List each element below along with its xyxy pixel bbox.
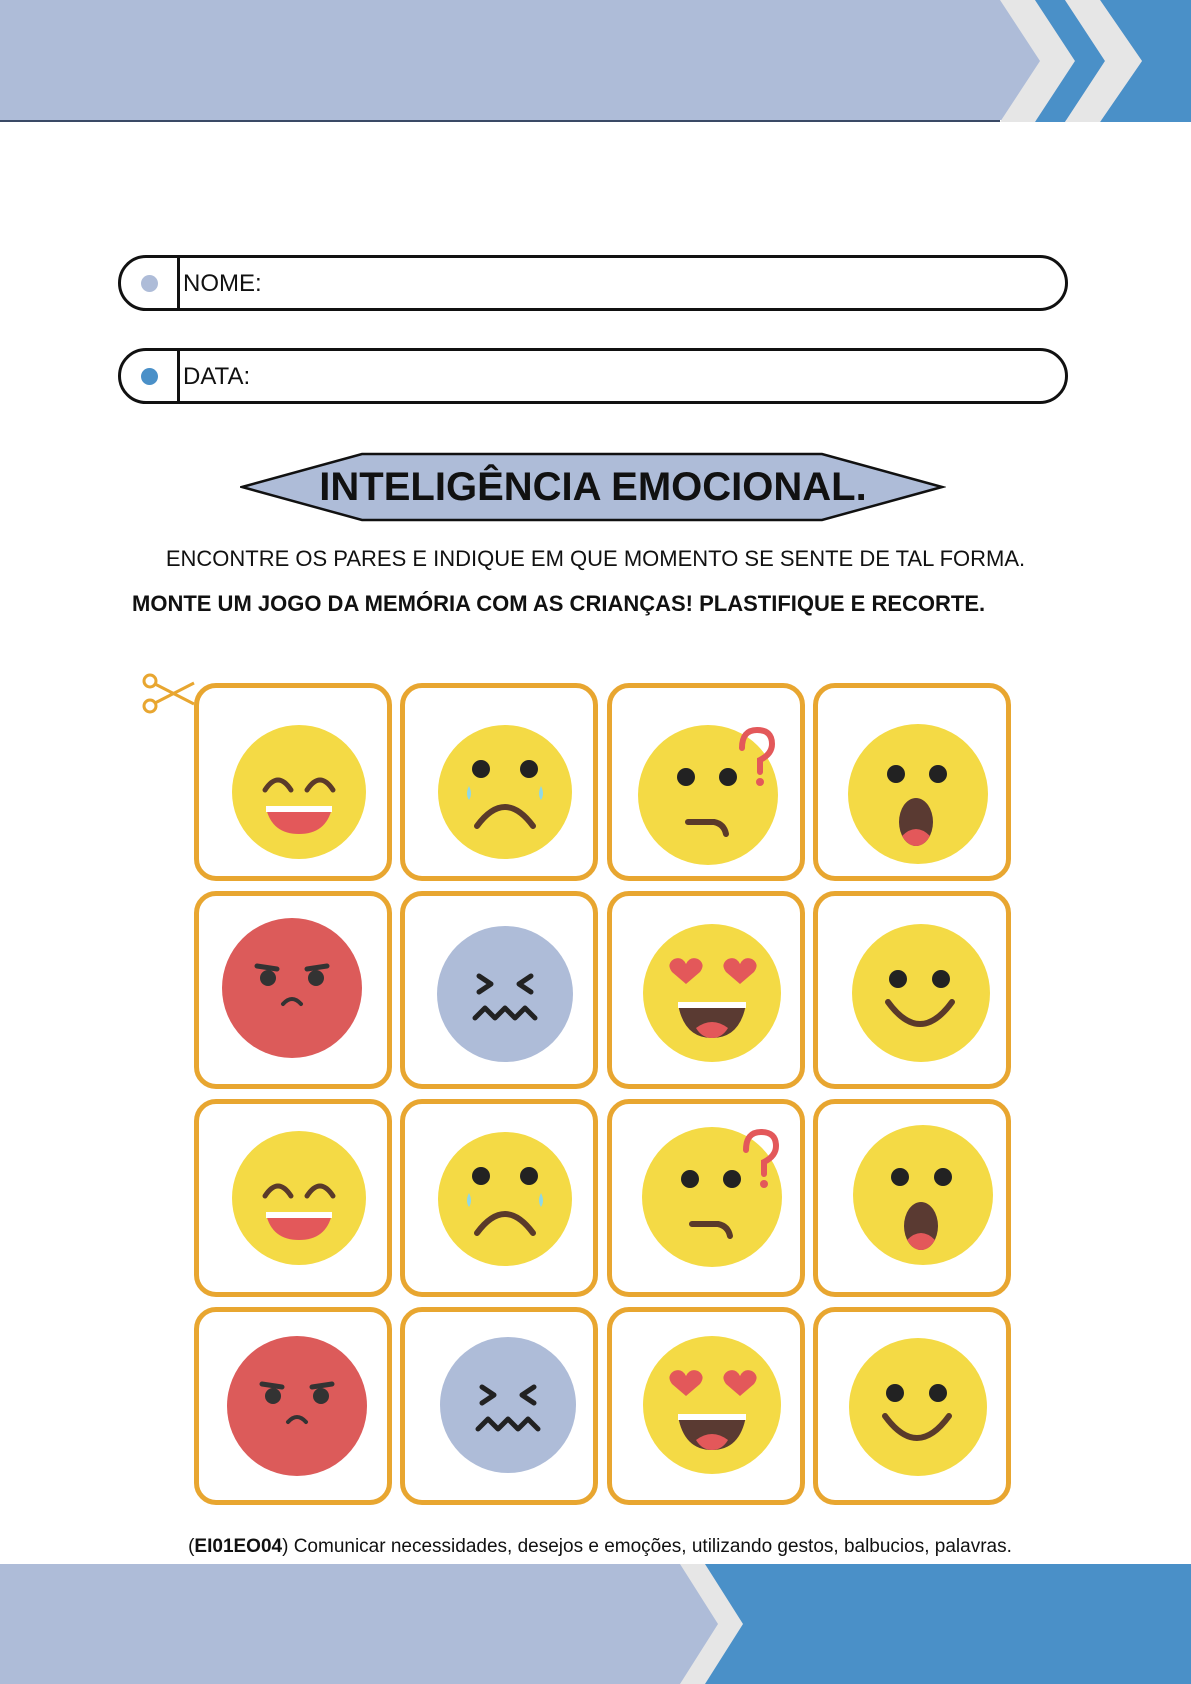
- happy-face-icon: [199, 1104, 387, 1292]
- memory-card[interactable]: [194, 1099, 392, 1297]
- bncc-code: EI01EO04: [194, 1536, 283, 1557]
- love-face-icon: [612, 896, 800, 1084]
- memory-card[interactable]: [607, 1099, 805, 1297]
- angry-face-icon: [199, 1312, 387, 1500]
- confused-face-icon: [612, 1104, 800, 1292]
- footer-banner: [0, 1564, 1191, 1684]
- memory-card[interactable]: [400, 1099, 598, 1297]
- sick-face-icon: [405, 1312, 593, 1500]
- angry-face-icon: [199, 896, 387, 1084]
- memory-card[interactable]: [194, 1307, 392, 1505]
- name-label: NOME:: [183, 270, 262, 297]
- surprised-face-icon: [818, 1104, 1006, 1292]
- love-face-icon: [612, 1312, 800, 1500]
- confused-face-icon: [612, 688, 800, 876]
- page-title: INTELIGÊNCIA EMOCIONAL.: [319, 465, 867, 509]
- memory-card[interactable]: [194, 891, 392, 1089]
- crying-face-icon: [405, 688, 593, 876]
- name-field[interactable]: [118, 255, 1068, 311]
- happy-face-icon: [199, 688, 387, 876]
- memory-card[interactable]: [194, 683, 392, 881]
- memory-card[interactable]: [813, 1307, 1011, 1505]
- memory-card[interactable]: [813, 1099, 1011, 1297]
- header-banner: [0, 0, 1191, 125]
- date-field[interactable]: [118, 348, 1068, 404]
- memory-card[interactable]: [400, 891, 598, 1089]
- footer-note: [100, 1536, 1100, 1558]
- instruction-text: ENCONTRE OS PARES E INDIQUE EM QUE MOMENTO SE SENTE DE TAL FORMA.: [165, 546, 1026, 571]
- memory-card[interactable]: [813, 891, 1011, 1089]
- bullet-dot: [141, 368, 158, 385]
- memory-card[interactable]: [400, 1307, 598, 1505]
- memory-card[interactable]: [607, 891, 805, 1089]
- memory-card[interactable]: [607, 1307, 805, 1505]
- smiling-face-icon: [818, 1312, 1006, 1500]
- surprised-face-icon: [818, 688, 1006, 876]
- bold-instruction: MONTE UM JOGO DA MEMÓRIA COM AS CRIANÇAS! PLASTIFIQUE E RECORTE.: [132, 591, 986, 616]
- crying-face-icon: [405, 1104, 593, 1292]
- footer-text: ) Comunicar necessidades, desejos e emoções, utilizando gestos, balbucios, palavras.: [282, 1536, 1012, 1557]
- memory-card[interactable]: [813, 683, 1011, 881]
- bullet-dot: [141, 275, 158, 292]
- footer-paren: (: [188, 1536, 195, 1557]
- date-label: DATA:: [183, 363, 251, 390]
- scissors-icon: [138, 672, 196, 716]
- field-divider: [177, 351, 180, 401]
- smiling-face-icon: [818, 896, 1006, 1084]
- memory-card[interactable]: [607, 683, 805, 881]
- field-divider: [177, 258, 180, 308]
- memory-card[interactable]: [400, 683, 598, 881]
- sick-face-icon: [405, 896, 593, 1084]
